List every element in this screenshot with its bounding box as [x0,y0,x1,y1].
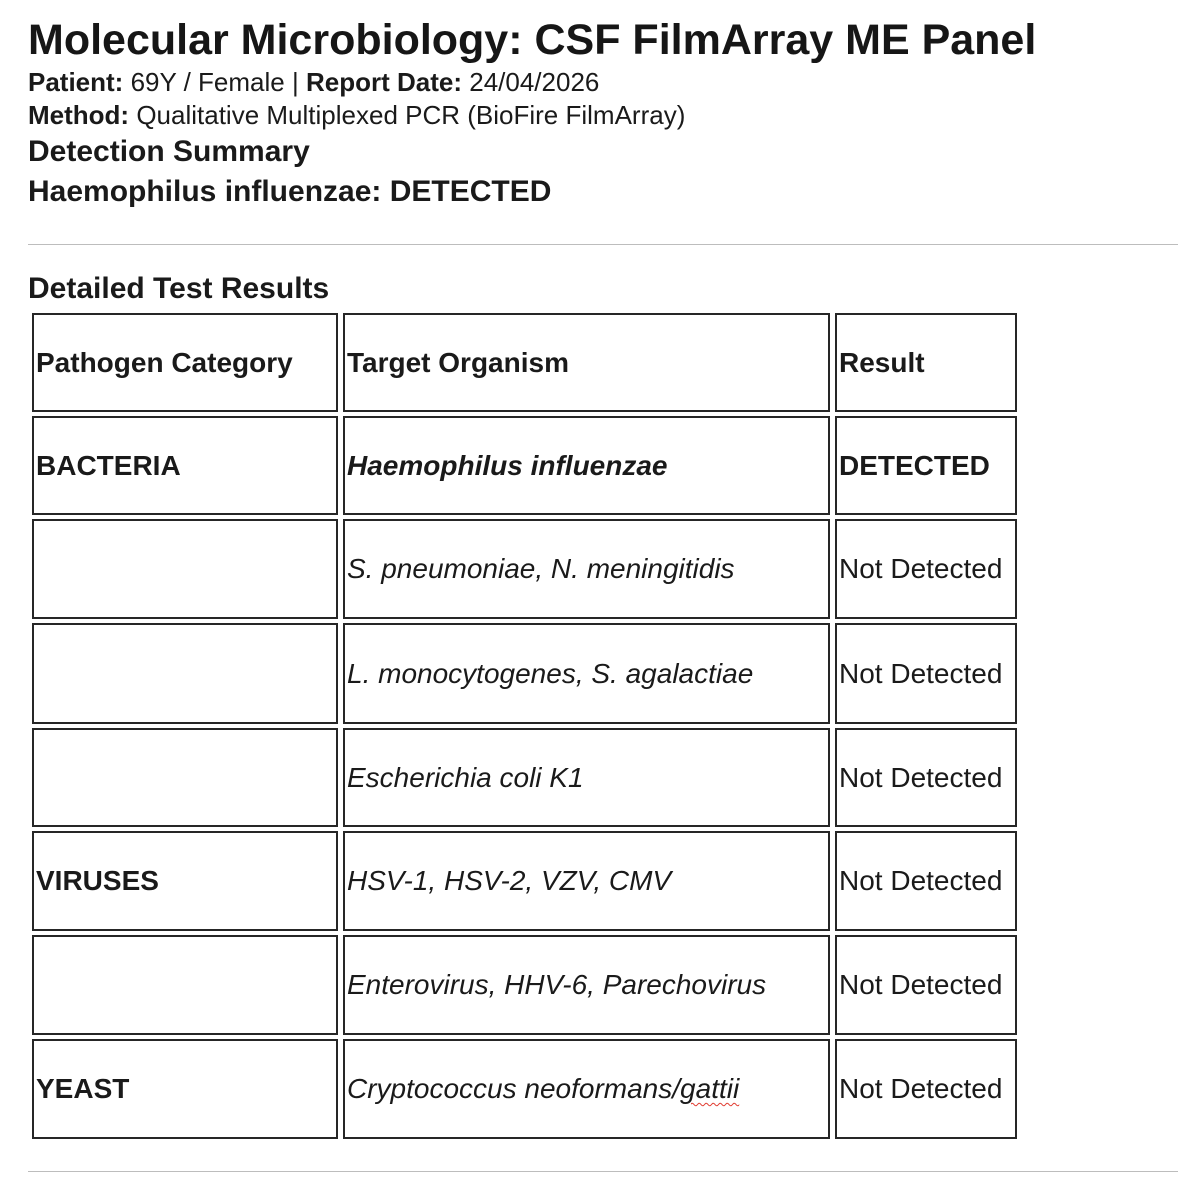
report-header [28,14,1178,212]
row-category [32,728,338,827]
row-result: Not Detected [835,728,1017,827]
row-organism: HSV-1, HSV-2, VZV, CMV [343,831,830,931]
patient-label: Patient: [28,67,124,97]
row-category [32,935,338,1035]
row-category: BACTERIA [32,416,338,515]
divider-bottom [28,1171,1178,1172]
patient-line [28,66,1178,99]
row-organism: Escherichia coli K1 [343,728,830,827]
row-result: Not Detected [835,1039,1017,1139]
spellcheck-flagged-word: gattii [680,1073,740,1104]
row-organism: S. pneumoniae, N. meningitidis [343,519,830,619]
method-label: Method: [28,100,130,130]
method-value: Qualitative Multiplexed PCR (BioFire FilmArray) [136,100,686,130]
column-header-category: Pathogen Category [32,313,338,412]
column-header-result: Result [835,313,1017,412]
row-result: DETECTED [835,416,1017,515]
patient-value: 69Y / Female [130,67,285,97]
separator: | [291,67,299,97]
results-section-title: Detailed Test Results [28,272,330,305]
report-title: Molecular Microbiology: CSF FilmArray ME Panel [28,16,1037,64]
row-organism: Haemophilus influenzae [343,416,830,515]
row-organism: L. monocytogenes, S. agalactiae [343,623,830,724]
row-organism: Enterovirus, HHV-6, Parechovirus [343,935,830,1035]
summary-heading: Detection Summary [28,135,310,168]
row-category [32,623,338,724]
row-result: Not Detected [835,519,1017,619]
organism-text: Cryptococcus neoformans/ [347,1073,681,1104]
row-result: Not Detected [835,831,1017,931]
column-header-organism: Target Organism [343,313,830,412]
report-date-value: 24/04/2026 [469,67,600,97]
summary-result: Haemophilus influenzae: DETECTED [28,175,552,208]
report-date-label: Report Date: [305,67,462,97]
row-category: YEAST [32,1039,338,1139]
row-organism [343,1039,830,1139]
divider-top [28,244,1178,245]
row-result: Not Detected [835,623,1017,724]
row-category: VIRUSES [32,831,338,931]
row-result: Not Detected [835,935,1017,1035]
method-line [28,99,1178,132]
row-category [32,519,338,619]
